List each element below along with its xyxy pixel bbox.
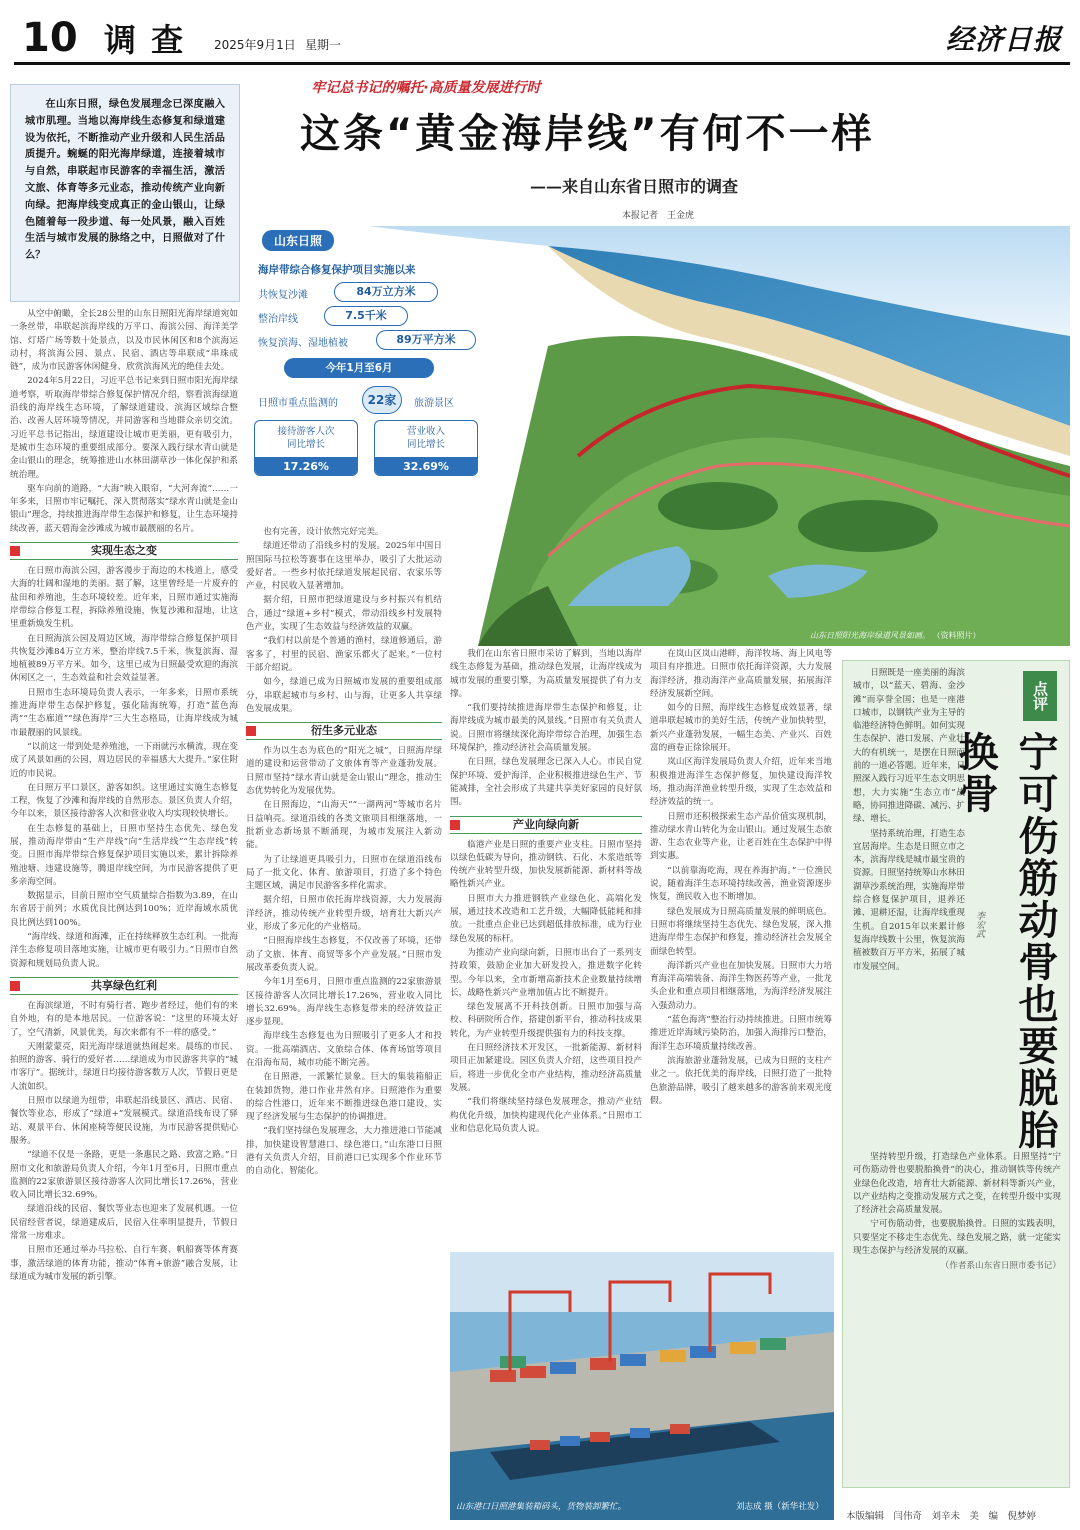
stat-row-1 xyxy=(258,282,478,304)
growth-card-visitors xyxy=(254,420,358,476)
paragraph: 日照既是一座美丽的海滨城市，以“蓝天、碧海、金沙滩”而享誉全国；也是一座港口城市，以钢铁产业为主导的临港经济特色鲜明。如何实现生态保护、港口发展、产业壮大的有机统一，是摆在日照面前的一道必答题。近年来，日照深入践行习近平生态文明思想，大力实施“生态立市”战略，协同推进降碳、减污、扩绿、增长。 xyxy=(853,668,965,825)
paragraph: 在生态修复的基础上，日照市坚持生态优先、绿色发展，推动海岸带由“生产岸线”向“生活岸线”“生态岸线”转变。日照市海岸带综合修复保护项目实施以来，累计拆除养殖池塘、违建设施等，腾退岸线空间，为市民游客提供了更多亲海空间。 xyxy=(10,823,238,887)
banner-text: 牢记总书记的嘱托·高质量发展进行时 xyxy=(311,80,541,96)
stat-value: 89万平方米 xyxy=(376,330,476,350)
stat-row-3 xyxy=(258,330,488,352)
monitor-suffix: 旅游景区 xyxy=(414,398,454,409)
paragraph: 在日照海边，“山海天”“一湖两河”等城市名片日益响亮。绿道沿线的各类文旅项目相继落地，一批新业态新场景不断涌现，为城市发展注入新动能。 xyxy=(246,800,442,851)
headline: 这条“黄金海岸线”有何不一样 xyxy=(300,111,875,157)
section-title: 调 查 xyxy=(104,21,186,59)
container-port-illustration xyxy=(450,1252,834,1520)
stat-label: 整治岸线 xyxy=(258,314,298,325)
paragraph: 数据显示，目前日照市空气质量综合指数为3.89，在山东省居于前列；水质优良比例达到100%；近岸海域水质优良比例达到100%。 xyxy=(10,891,238,928)
paragraph: 滨海旅游业蓬勃发展，已成为日照的支柱产业之一。依托优美的海岸线，日照打造了一批特色旅游品牌，吸引了越来越多的游客前来观光度假。 xyxy=(650,1055,832,1106)
subtitle: ——来自山东省日照市的调查 xyxy=(530,177,739,196)
masthead-rule xyxy=(14,62,1070,65)
masthead xyxy=(0,0,1080,74)
paper-logo: 经济日报 xyxy=(946,23,1063,56)
paragraph: 据介绍，日照市把绿道建设与乡村振兴有机结合，通过“绿道+乡村”模式，带动沿线乡村发展特色产业，实现了生态效益与经济效益的双赢。 xyxy=(246,595,442,633)
editors-credit: 本版编辑 闫伟奇 刘辛未 美 编 倪梦婷 xyxy=(846,1511,1037,1522)
paragraph: 我们在山东省日照市采访了解到，当地以海岸线生态修复为基础，推动绿色发展，让海岸线成为城市发展的重要引擎，为高质量发展提供了有力支撑。 xyxy=(450,649,642,699)
paragraph: 日照市还通过举办马拉松、自行车赛、帆船赛等体育赛事，激活绿道的体育功能，推动“体育+旅游”融合发展，让绿道成为城市发展的新引擎。 xyxy=(10,1245,238,1282)
commentary-headline: 宁可伤筋动骨也要脱胎换骨 xyxy=(952,731,1058,1151)
hero-caption xyxy=(810,630,981,641)
period-tag: 今年1月至6月 xyxy=(284,358,434,378)
commentary-body-top xyxy=(853,667,965,1147)
growth-label: 接待游客人次 同比增长 xyxy=(277,426,335,450)
paragraph: 在日照万平口景区，游客如织。这里通过实施生态修复工程，恢复了沙滩和海岸线的自然形态。景区负责人介绍，今年以来，景区接待游客人次和营业收入均实现较快增长。 xyxy=(10,782,238,820)
column-4 xyxy=(650,648,832,1248)
paragraph: 日照市以绿道为纽带，串联起沿线景区、酒店、民宿、餐饮等业态，形成了“绿道+”发展模式。绿道沿线布设了驿站、观景平台、休闲座椅等便民设施，为市民游客提供贴心服务。 xyxy=(10,1096,238,1146)
paragraph: “我们要持续推进海岸带生态保护和修复，让海岸线成为城市最美的风景线。”日照市有关负责人说。日照市将继续深化海岸带综合治理，加强生态环境保护，推动经济社会高质量发展。 xyxy=(450,703,642,754)
subhead-industry: 产业向绿向新 xyxy=(450,816,642,834)
paragraph: 日照市还积极探索生态产品价值实现机制，推动绿水青山转化为金山银山。通过发展生态旅游、生态农业等产业，让老百姓在生态保护中得到实惠。 xyxy=(650,811,832,862)
caption-text: 山东日照阳光海岸绿道风景如画。 xyxy=(810,631,930,640)
port-photo xyxy=(450,1252,834,1520)
growth-value: 32.69% xyxy=(375,457,477,476)
paragraph: 日照市大力推进钢铁产业绿色化、高端化发展，通过技术改造和工艺升级，大幅降低能耗和排放。一批重点企业已达到超低排放标准，成为行业绿色发展的标杆。 xyxy=(450,893,642,944)
stat-value: 7.5千米 xyxy=(324,306,408,326)
stat-value: 84万立方米 xyxy=(334,282,438,302)
page-number: 10 xyxy=(22,15,78,61)
paragraph: 在日照海滨公园及周边区域，海岸带综合修复保护项目共恢复沙滩84万立方米，整治岸线7.5千米，恢复滨海、湿地植被89万平方米。如今，这里已成为日照最受欢迎的海滨休闲区之一，生态效益和社会效益显著。 xyxy=(10,633,238,684)
paragraph: 如今，绿道已成为日照城市发展的重要组成部分，串联起城市与乡村、山与海，让更多人共享绿色发展成果。 xyxy=(246,677,442,714)
monitor-label: 日照市重点监测的 xyxy=(258,398,338,409)
paragraph: 坚持转型升级，打造绿色产业体系。日照坚持“宁可伤筋动骨也要脱胎换骨”的决心，推动钢铁等传统产业绿色化改造，培育壮大新能源、新材料等新兴产业，以产业结构之变推动发展方式之变，在转型升级中实现了经济社会高质量发展。 xyxy=(853,1152,1061,1216)
paragraph: 在日照港，一派繁忙景象。巨大的集装箱船正在装卸货物，港口作业井然有序。日照港作为重要的综合性港口，近年来不断推进绿色港口建设，实现了经济发展与生态保护的协调推进。 xyxy=(246,1072,442,1123)
commentary-note: （作者系山东省日照市委书记） xyxy=(940,1261,1061,1272)
lead-box xyxy=(10,84,240,302)
paragraph: “我们将继续坚持绿色发展理念，推动产业结构优化升级，加快构建现代化产业体系。”日照市工业和信息化局负责人说。 xyxy=(450,1097,642,1134)
port-caption xyxy=(456,1500,626,1512)
stat-label: 恢复滨海、湿地植被 xyxy=(258,338,348,349)
commentary-body-bottom xyxy=(853,1151,1061,1481)
lead-text: 在山东日照，绿色发展理念已深度融入城市肌理。当地以海岸线生态修复和绿道建设为依托，不断推动产业升级和人民生活品质提升。蜿蜒的阳光海岸绿道，连接着城市与自然，串联起市民游客的幸福生活，激活文旅、体育等多元业态，推动传统产业向新向绿。把海岸线变成真正的金山银山，让绿色随着每一段步道、每一处风景，融入百姓生活与城市发展的脉络之中，日照做对了什么？ xyxy=(25,99,225,262)
monitor-value: 22家 xyxy=(362,386,402,414)
commentary xyxy=(842,660,1070,1488)
paragraph: 在日照市海滨公园，游客漫步于海边的木栈道上，感受大海的壮阔和湿地的美丽。据了解，这里曾经是一片废弃的盐田和养殖池，生态环境较差。近年来，日照市通过实施海岸带综合修复工程，拆除养殖设施，恢复沙滩和湿地，让这里重新焕发生机。 xyxy=(10,566,238,630)
paragraph: 在海滨绿道，不时有骑行者、跑步者经过，他们有的来自外地，有的是本地居民。一位游客说：“这里的环境太好了，空气清新，风景优美，每次来都有不一样的感受。” xyxy=(10,1000,238,1038)
paragraph: 据介绍，日照市依托海岸线资源，大力发展海洋经济，推动传统产业转型升级，培育壮大新兴产业，形成了多元化的产业格局。 xyxy=(246,895,442,933)
paragraph: “海岸线、绿道和海滩，正在持续释放生态红利。一批海洋生态修复项目落地实施，让城市更有吸引力。”日照市自然资源和规划局负责人说。 xyxy=(10,932,238,969)
paragraph: 2024年5月22日，习近平总书记来到日照市阳光海岸绿道考察，听取海岸带综合修复保护情况介绍，察看滨海绿道沿线的海岸线生态环境，了解绿道建设、滨海区域综合整治、改善人居环境等情况，并同游客和当地群众亲切交流。习近平总书记指出，绿道建设让城市更美丽，更有吸引力，是城市生态环境的重要组成部分。要深入践行绿水青山就是金山银山的理念，统筹推进山水林田湖草沙一体化保护和系统治理。 xyxy=(10,376,238,480)
paragraph: “我们村以前是个普通的渔村，绿道修通后，游客多了，村里的民宿、渔家乐都火了起来。”一位村干部介绍说。 xyxy=(246,636,442,673)
city-tag: 山东日照 xyxy=(262,230,334,251)
monitor-row xyxy=(258,386,488,416)
paragraph: 驱车向前的道路，“大海”映入眼帘，“大河奔流”……一年多来，日照市牢记嘱托，深入贯彻落实“绿水青山就是金山银山”理念，持续推进海岸带生态保护和修复，让生态环境持续改善，蓝天碧海金沙滩成为城市最靓丽的名片。 xyxy=(10,483,238,534)
paragraph: “蓝色海湾”整治行动持续推进。日照市统筹推进近岸海域污染防治，加强入海排污口整治，海洋生态环境质量持续改善。 xyxy=(650,1015,832,1052)
paragraph: 作为以生态为底色的“阳光之城”，日照海岸绿道的建设和运营带动了文旅体育等产业蓬勃发展。日照市坚持“绿水青山就是金山银山”理念，推动生态优势转化为发展优势。 xyxy=(246,746,442,797)
paragraph: 从空中俯瞰，全长28公里的山东日照阳光海岸绿道宛如一条丝带，串联起滨海岸线的万平口、海滨公园、海洋美学馆、灯塔广场等数十处景点，以及市民休闲区和8个滨海运动村，将滨海公园、景点、民宿、酒店等串联成“串珠成链”，成为市民游客休闲健身、欣赏滨海风光的绝佳去处。 xyxy=(10,309,238,373)
growth-value: 17.26% xyxy=(255,457,357,476)
paragraph: 海岸线生态修复也为日照吸引了更多人才和投资。一批高端酒店、文旅综合体、体育场馆等项目在沿海布局，城市功能不断完善。 xyxy=(246,1031,442,1068)
paragraph: 为推动产业向绿向新，日照市出台了一系列支持政策，鼓励企业加大研发投入，推进数字化转型。今年以来，全市新增高新技术企业数量持续增长，战略性新兴产业增加值占比不断提升。 xyxy=(450,947,642,998)
paragraph: 天刚蒙蒙亮，阳光海岸绿道就热闹起来。晨练的市民、拍照的游客、骑行的爱好者……绿道成为市民游客共享的“城市客厅”。据统计，绿道日均接待游客数万人次，节假日更是人流如织。 xyxy=(10,1041,238,1092)
paragraph: 在日照，绿色发展理念已深入人心。市民自觉保护环境、爱护海洋，企业积极推进绿色生产、节能减排，全社会形成了共建共享美好家园的良好氛围。 xyxy=(450,757,642,808)
paragraph: 绿道沿线的民宿、餐饮等业态也迎来了发展机遇。一位民宿经营者说，绿道建成后，民宿入住率明显提升，节假日常常一房难求。 xyxy=(10,1204,238,1241)
growth-card-revenue xyxy=(374,420,478,476)
subhead-dividend: 共享绿色红利 xyxy=(10,977,238,995)
port-credit: 刘志成 摄（新华社发） xyxy=(736,1502,824,1512)
infographic xyxy=(248,226,490,490)
banner xyxy=(258,76,594,100)
info-title: 海岸带综合修复保护项目实施以来 xyxy=(258,264,416,276)
paragraph: 临港产业是日照的重要产业支柱。日照市坚持以绿色低碳为导向，推动钢铁、石化、木浆造纸等传统产业转型升级，加快发展新能源、新材料等战略性新兴产业。 xyxy=(450,839,642,890)
paragraph: “我们坚持绿色发展理念，大力推进港口节能减排，加快建设智慧港口、绿色港口。”山东港口日照港有关负责人介绍，目前港口已实现多个作业环节的自动化、智能化。 xyxy=(246,1126,442,1177)
growth-label: 营业收入 同比增长 xyxy=(406,426,445,450)
paragraph: 日照市生态环境局负责人表示，一年多来，日照市系统推进海岸带生态保护修复，强化陆海统筹，打造“蓝色海湾”“生态廊道”“绿色海岸”三大生态格局，让海岸线成为城市最靓丽的风景线。 xyxy=(10,687,238,738)
paragraph: 绿色发展成为日照高质量发展的鲜明底色。日照市将继续坚持生态优先、绿色发展，深入推进海岸带生态保护和修复，推动经济社会发展全面绿色转型。 xyxy=(650,906,832,957)
paragraph: 绿道还带动了沿线乡村的发展。2025年中国日照国际马拉松等赛事在这里举办，吸引了大批运动爱好者。一些乡村依托绿道发展起民宿、农家乐等产业，村民收入显著增加。 xyxy=(246,541,442,592)
paragraph: 坚持系统治理，打造生态宜居海岸。生态是日照立市之本，滨海岸线是城市最宝贵的资源。日照坚持统筹山水林田湖草沙系统治理，实施海岸带综合修复保护项目，退养还滩、退耕还湿，让海岸线重现生机。自2015年以来累计修复海岸线数十公里，恢复滨海植被数百万平方米，拓展了城市发展空间。 xyxy=(853,828,965,972)
paragraph: 海洋新兴产业也在加快发展。日照市大力培育海洋高端装备、海洋生物医药等产业，一批龙头企业和重点项目相继落地，为海洋经济发展注入强劲动力。 xyxy=(650,960,832,1011)
paragraph: 今年1月至6月，日照市重点监测的22家旅游景区接待游客人次同比增长17.26%，营业收入同比增长32.69%。海岸线生态修复带来的经济效益正逐步显现。 xyxy=(246,977,442,1028)
paragraph: “日照海岸线生态修复，不仅改善了环境，还带动了文旅、体育、商贸等多个产业发展。”日照市发展改革委负责人说。 xyxy=(246,936,442,973)
paragraph: 也有完善，设计依然完好完美。 xyxy=(263,527,384,537)
paragraph: 岚山区海洋发展局负责人介绍，近年来当地积极推进海洋生态保护修复，加快建设海洋牧场，推动海洋渔业转型升级，实现了生态效益和经济效益的统一。 xyxy=(650,757,832,808)
paragraph: 在岚山区岚山港畔，海洋牧场、海上风电等项目有序推进。日照市依托海洋资源，大力发展海洋经济，推动海洋产业高质量发展，拓展海洋经济发展新空间。 xyxy=(650,649,832,699)
paragraph: 在日照经济技术开发区，一批新能源、新材料项目正加紧建设。园区负责人介绍，这些项目投产后，将进一步优化全市产业结构，推动经济高质量发展。 xyxy=(450,1043,642,1093)
issue-weekday: 星期一 xyxy=(305,38,342,52)
caption-credit: （资料照片） xyxy=(932,631,981,640)
stat-row-2 xyxy=(258,306,478,328)
paragraph: “以前这一带到处是养殖池，一下雨就污水横流，现在变成了风景如画的公园，周边居民的幸福感大大提升。”家住附近的市民说。 xyxy=(10,741,238,779)
paragraph: 如今的日照，海岸线生态修复成效显著，绿道串联起城市的美好生活，传统产业加快转型，新兴产业蓬勃发展，一幅生态美、产业兴、百姓富的画卷正徐徐展开。 xyxy=(650,703,832,754)
paragraph: 为了让绿道更具吸引力，日照市在绿道沿线布局了一批文化、体育、旅游项目，打造了多个特色主题区域，满足市民游客多样化需求。 xyxy=(246,854,442,892)
caption-text: 山东港口日照港集装箱码头，货物装卸繁忙。 xyxy=(456,1502,627,1512)
column-1 xyxy=(10,308,238,1520)
issue-date: 2025年9月1日 xyxy=(214,38,296,52)
commentary-author: 李宏武 xyxy=(974,911,984,938)
paragraph: “绿道不仅是一条路，更是一条惠民之路、致富之路。”日照市文化和旅游局负责人介绍，今年1月至6月，日照市重点监测的22家旅游景区接待游客人次同比增长17.26%，营业收入同比增长32.69%。 xyxy=(10,1150,238,1201)
byline: 本报记者 王金虎 xyxy=(622,211,695,221)
stat-label: 共恢复沙滩 xyxy=(258,290,308,301)
paragraph: “以前靠海吃海，现在养海护海。”一位渔民说，随着海洋生态环境持续改善，渔业资源逐步恢复，渔民收入也不断增加。 xyxy=(650,865,832,903)
subhead-business: 衍生多元业态 xyxy=(246,722,442,740)
paragraph: 宁可伤筋动骨，也要脱胎换骨。日照的实践表明，只要坚定不移走生态优先、绿色发展之路，就一定能实现生态保护与经济发展的双赢。 xyxy=(853,1219,1061,1257)
paragraph: 绿色发展离不开科技创新。日照市加强与高校、科研院所合作，搭建创新平台，推动科技成果转化，为产业转型升级提供强有力的科技支撑。 xyxy=(450,1002,642,1039)
column-2 xyxy=(246,526,442,1301)
column-3 xyxy=(450,648,642,1300)
commentary-tag: 点评 xyxy=(1023,671,1057,721)
subhead-ecology: 实现生态之变 xyxy=(10,542,238,560)
